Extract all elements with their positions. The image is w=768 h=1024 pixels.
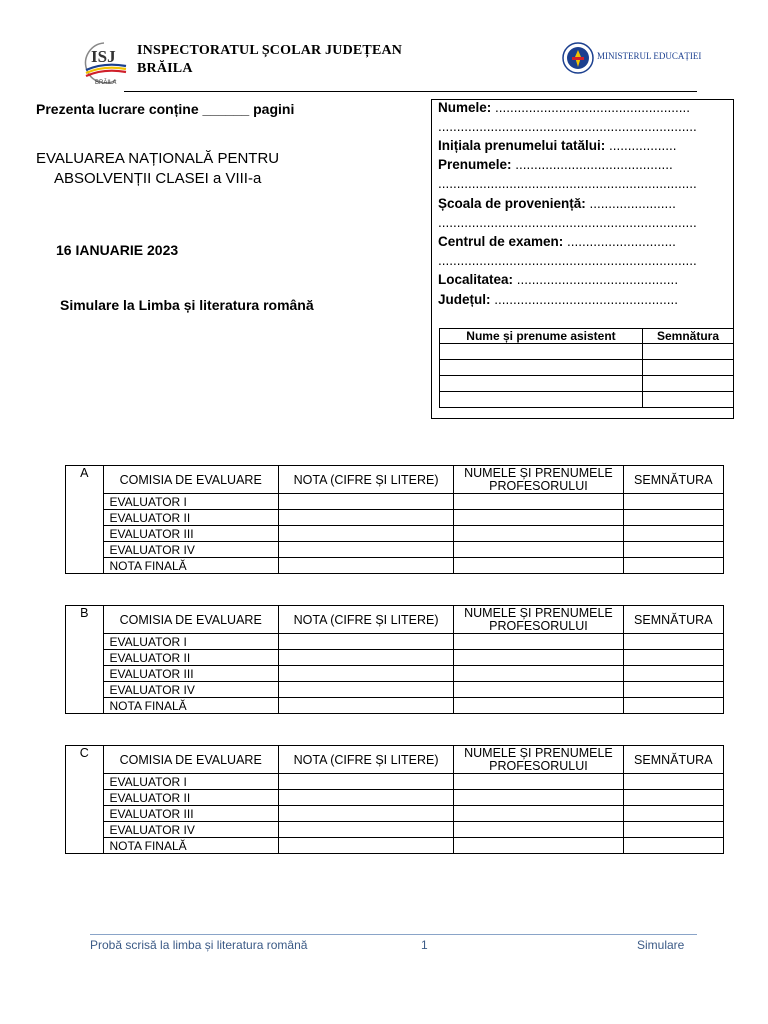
assistant-name-cell[interactable] <box>440 376 643 392</box>
grade-cell[interactable] <box>278 542 453 558</box>
signature-cell[interactable] <box>623 682 723 698</box>
signature-cell[interactable] <box>623 510 723 526</box>
assistant-signature-cell[interactable] <box>643 376 734 392</box>
grade-cell[interactable] <box>278 790 453 806</box>
table-row <box>440 344 734 360</box>
signature-cell[interactable] <box>623 666 723 682</box>
signature-header: SEMNĂTURA <box>623 746 723 774</box>
teacher-cell[interactable] <box>454 650 623 666</box>
evaluator-label: EVALUATOR III <box>103 806 278 822</box>
commission-header: COMISIA DE EVALUARE <box>103 466 278 494</box>
table-row <box>66 838 724 854</box>
signature-cell[interactable] <box>623 634 723 650</box>
grade-cell[interactable] <box>278 526 453 542</box>
evaluator-label: EVALUATOR IV <box>103 542 278 558</box>
field-county[interactable]: Județul: ................................................. <box>438 292 679 307</box>
exam-title-line2: ABSOLVENȚII CLASEI a VIII-a <box>54 170 262 187</box>
pages-note: Prezenta lucrare conține ______ pagini <box>36 101 295 117</box>
teacher-cell[interactable] <box>454 526 623 542</box>
table-row <box>66 542 724 558</box>
footer-page-number: 1 <box>421 938 428 952</box>
field-name-cont[interactable]: ..................................................................... <box>438 119 697 134</box>
table-row <box>66 682 724 698</box>
table-row <box>440 360 734 376</box>
evaluator-label: EVALUATOR II <box>103 650 278 666</box>
signature-cell[interactable] <box>623 698 723 714</box>
footer-left: Probă scrisă la limba și literatura română <box>90 938 308 952</box>
teacher-cell[interactable] <box>454 822 623 838</box>
assistant-name-cell[interactable] <box>440 344 643 360</box>
grade-cell[interactable] <box>278 666 453 682</box>
signature-cell[interactable] <box>623 526 723 542</box>
evaluation-table-a <box>65 465 724 574</box>
isj-title-line1: INSPECTORATUL ȘCOLAR JUDEȚEAN <box>137 43 403 58</box>
teacher-cell[interactable] <box>454 682 623 698</box>
grade-cell[interactable] <box>278 682 453 698</box>
signature-header: SEMNĂTURA <box>623 466 723 494</box>
teacher-cell[interactable] <box>454 510 623 526</box>
assistant-table <box>439 328 734 408</box>
grade-cell[interactable] <box>278 806 453 822</box>
commission-header: COMISIA DE EVALUARE <box>103 606 278 634</box>
signature-cell[interactable] <box>623 494 723 510</box>
signature-cell[interactable] <box>623 806 723 822</box>
grade-header: NOTA (CIFRE ȘI LITERE) <box>278 606 453 634</box>
table-row <box>66 790 724 806</box>
section-letter: C <box>66 746 104 854</box>
evaluator-label: EVALUATOR I <box>103 634 278 650</box>
isj-title-line2: BRĂILA <box>137 61 193 76</box>
assistant-signature-cell[interactable] <box>643 360 734 376</box>
signature-header: SEMNĂTURA <box>623 606 723 634</box>
teacher-cell[interactable] <box>454 558 623 574</box>
field-first-name-cont[interactable]: ..................................................................... <box>438 176 697 191</box>
evaluator-label: EVALUATOR II <box>103 510 278 526</box>
grade-cell[interactable] <box>278 634 453 650</box>
grade-cell[interactable] <box>278 510 453 526</box>
evaluator-label: NOTA FINALĂ <box>103 558 278 574</box>
teacher-cell[interactable] <box>454 542 623 558</box>
field-school-cont[interactable]: ..................................................................... <box>438 215 697 230</box>
grade-cell[interactable] <box>278 698 453 714</box>
signature-cell[interactable] <box>623 774 723 790</box>
field-school[interactable]: Școala de proveniență: ....................... <box>438 196 676 211</box>
evaluator-label: NOTA FINALĂ <box>103 838 278 854</box>
teacher-header: NUMELE ȘI PRENUMELE PROFESORULUI <box>454 746 623 774</box>
teacher-cell[interactable] <box>454 494 623 510</box>
evaluator-label: EVALUATOR II <box>103 790 278 806</box>
grade-cell[interactable] <box>278 774 453 790</box>
ministry-logo <box>561 40 711 76</box>
field-first-name[interactable]: Prenumele: .......................................... <box>438 157 673 172</box>
assistant-signature-cell[interactable] <box>643 344 734 360</box>
assistant-name-cell[interactable] <box>440 360 643 376</box>
table-row <box>66 526 724 542</box>
table-row <box>440 392 734 408</box>
isj-title <box>137 42 402 78</box>
field-name[interactable]: Numele: .................................................... <box>438 100 691 115</box>
assistant-name-cell[interactable] <box>440 392 643 408</box>
footer-divider <box>90 934 697 935</box>
exam-subject: Simulare la Limba și literatura română <box>60 297 314 313</box>
grade-cell[interactable] <box>278 558 453 574</box>
header-divider <box>124 91 697 92</box>
evaluator-label: EVALUATOR I <box>103 774 278 790</box>
table-row <box>66 698 724 714</box>
table-row <box>66 494 724 510</box>
assistant-name-header: Nume și prenume asistent <box>440 329 643 344</box>
grade-cell[interactable] <box>278 494 453 510</box>
signature-cell[interactable] <box>623 822 723 838</box>
signature-cell[interactable] <box>623 542 723 558</box>
field-father-initial[interactable]: Inițiala prenumelui tatălui: .................. <box>438 138 677 153</box>
grade-cell[interactable] <box>278 650 453 666</box>
teacher-cell[interactable] <box>454 666 623 682</box>
teacher-cell[interactable] <box>454 806 623 822</box>
signature-cell[interactable] <box>623 558 723 574</box>
footer-right: Simulare <box>637 938 685 952</box>
teacher-header: NUMELE ȘI PRENUMELE PROFESORULUI <box>454 466 623 494</box>
teacher-header: NUMELE ȘI PRENUMELE PROFESORULUI <box>454 606 623 634</box>
field-exam-center[interactable]: Centrul de examen: ............................. <box>438 234 676 249</box>
evaluator-label: EVALUATOR I <box>103 494 278 510</box>
evaluator-label: NOTA FINALĂ <box>103 698 278 714</box>
evaluator-label: EVALUATOR IV <box>103 822 278 838</box>
table-row <box>66 822 724 838</box>
table-row <box>440 376 734 392</box>
teacher-cell[interactable] <box>454 634 623 650</box>
table-row <box>66 666 724 682</box>
isj-logo-sub: BRĂILA <box>95 80 117 86</box>
field-exam-center-cont[interactable]: ..................................................................... <box>438 253 697 268</box>
table-row <box>66 650 724 666</box>
isj-logo-text: ISJ <box>91 47 116 66</box>
grade-header: NOTA (CIFRE ȘI LITERE) <box>278 746 453 774</box>
section-letter: A <box>66 466 104 574</box>
isj-logo <box>76 40 132 86</box>
teacher-cell[interactable] <box>454 838 623 854</box>
field-locality[interactable]: Localitatea: ........................................... <box>438 272 679 287</box>
evaluator-label: EVALUATOR III <box>103 526 278 542</box>
ministry-crest-icon <box>561 40 595 76</box>
table-row <box>66 634 724 650</box>
assistant-signature-header: Semnătura <box>643 329 734 344</box>
grade-cell[interactable] <box>278 822 453 838</box>
candidate-box <box>431 99 734 419</box>
table-row <box>66 510 724 526</box>
signature-cell[interactable] <box>623 790 723 806</box>
table-row <box>66 806 724 822</box>
signature-cell[interactable] <box>623 650 723 666</box>
evaluator-label: EVALUATOR IV <box>103 682 278 698</box>
evaluator-label: EVALUATOR III <box>103 666 278 682</box>
exam-date: 16 IANUARIE 2023 <box>56 242 179 258</box>
commission-header: COMISIA DE EVALUARE <box>103 746 278 774</box>
grade-header: NOTA (CIFRE ȘI LITERE) <box>278 466 453 494</box>
teacher-cell[interactable] <box>454 698 623 714</box>
evaluation-table-b <box>65 605 724 714</box>
evaluation-table-c <box>65 745 724 854</box>
teacher-cell[interactable] <box>454 774 623 790</box>
exam-title-line1: EVALUAREA NAȚIONALĂ PENTRU <box>36 150 280 167</box>
table-row <box>66 774 724 790</box>
ministry-label: MINISTERUL EDUCAȚIEI <box>597 51 702 61</box>
teacher-cell[interactable] <box>454 790 623 806</box>
table-row <box>66 558 724 574</box>
assistant-signature-cell[interactable] <box>643 392 734 408</box>
signature-cell[interactable] <box>623 838 723 854</box>
grade-cell[interactable] <box>278 838 453 854</box>
section-letter: B <box>66 606 104 714</box>
